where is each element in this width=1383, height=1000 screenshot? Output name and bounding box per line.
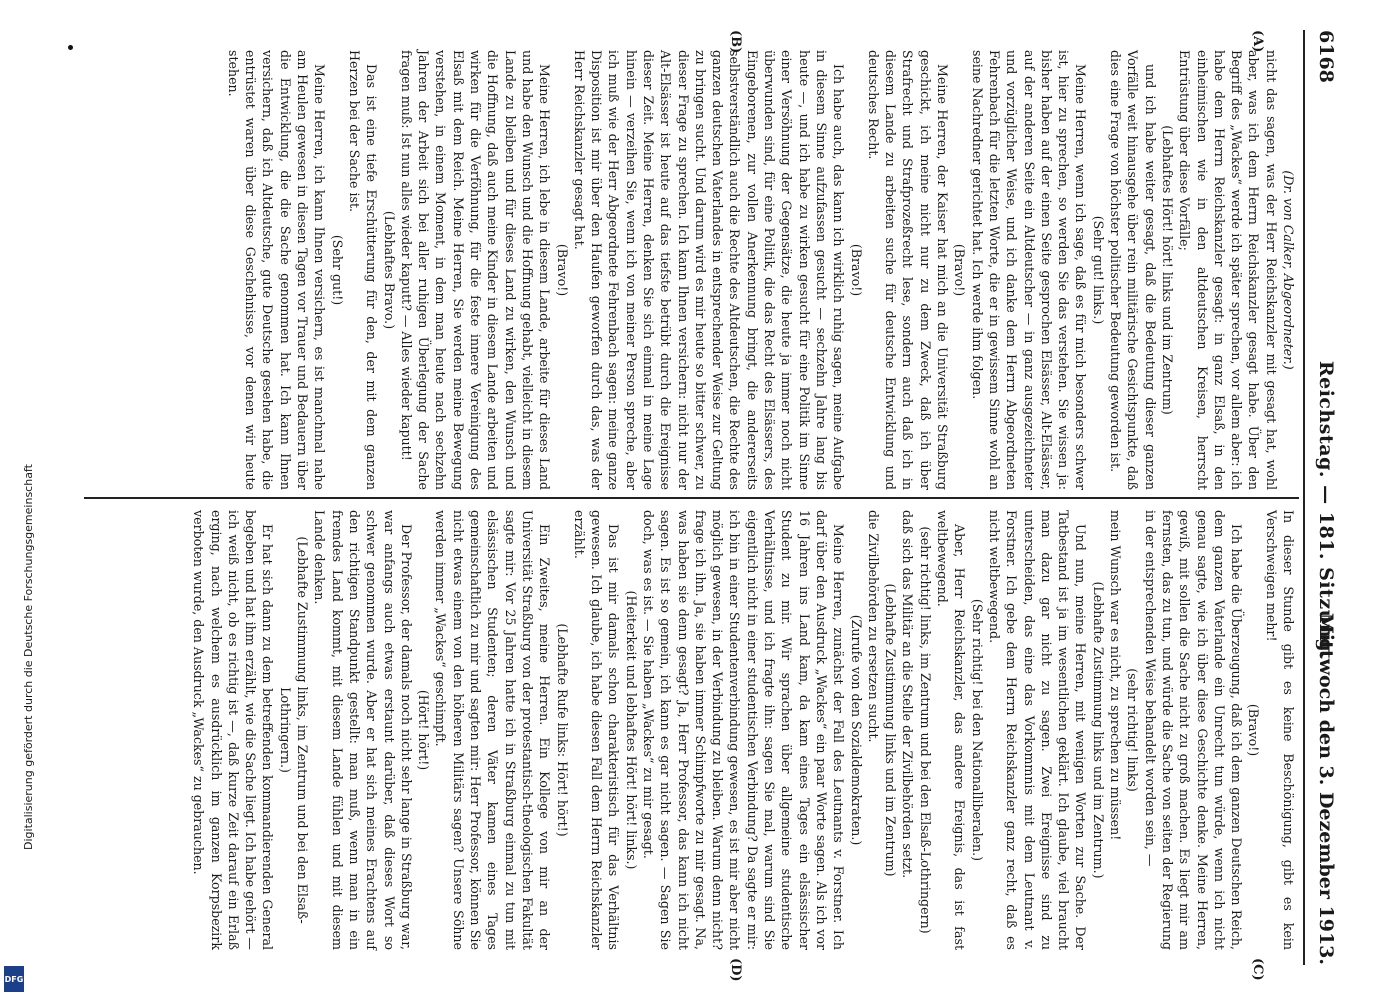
interjection: (Lebhafte Rufe links: Hört! hört!) — [554, 623, 570, 837]
paragraph: daß sich das Militär an die Stelle der Zivilbehörden setzt. — [900, 510, 916, 879]
speaker-continuation: (Dr. von Calker, Abgeordneter.) — [1281, 170, 1296, 370]
interjection: (Lebhaftes Hört! hört! links und im Zentrum) — [1159, 125, 1175, 415]
page-number: 6168 — [1315, 30, 1337, 83]
paragraph: mein Wunsch war es nicht, zu sprechen zu müssen! — [1108, 510, 1124, 841]
paragraph: Ich habe die Überzeugung, daß ich dem ganzen Deutschen Reich, dem ganzen Vaterlande ein Unrecht tun würde, wenn ich nicht genau sagte, wie ich über diese Geschichte denke. Meine Herren, gewiß, mit sollen die Sache nicht zu groß machen. Es liegt mir am fernsten, das zu tun, und würde die Sache von seiten der Regierung in der entsprechenden Weise behandelt worden sein, — — [1142, 510, 1245, 950]
margin-mark-a: (A) — [1250, 30, 1265, 53]
interjection: (Sehr richtig! bei den Nationalliberalen.) — [969, 598, 985, 862]
interjection: (Lebhaftes Bravo.) — [381, 210, 397, 330]
interjection: (Zurufe von den Sozialdemokraten.) — [848, 614, 864, 846]
interjection: (Lebhafte Zustimmung links und im Zentrum) — [883, 583, 899, 877]
interjection: (Bravo!) — [848, 243, 864, 297]
paragraph: Ein Zweites, meine Herren. Ein Kollege von mir an der Universität Straßburg von der protestantisch-theologischen Fakultät sagte mir: Vor 25 Jahren hatte ich in Straßburg einmal zu tun mit elsässischen Studenten; deren Väter kamen eines Tages gemeinschaftlich zu mir und sagten mir: Herr Professor, können Sie nicht etwas einem von den höheren Militärs sagen? Unsere Söhne werden immer „Wackes“ geschimpft. — [433, 510, 553, 950]
paragraph: Aber, Herr Reichskanzler, das andere Ereignis, das ist fast weltbewegend. — [935, 510, 968, 950]
interjection: (Bravo!) — [952, 243, 968, 297]
interjection: (Bravo!) — [1246, 703, 1262, 757]
paragraph: nicht das sagen, was der Herr Reichskanzler mit gesagt hat, wohl aber, was ich dem Herrn Reichskanzler gesagt habe. Über den Begriff des „Wackes“ werde ich später sprechen, vor allem aber: ich habe dem Herrn Reichskanzler gesagt: in ganz Elsaß, in den einheimischen wie in den altdeutschen Kreisen, herrscht Entrüstung über diese Vorfälle; — [1177, 50, 1279, 490]
paragraph: Das ist mir damals schon charakteristisch für das Verhältnis gewesen. Ich glaube, ich habe diesen Fall dem Herrn Reichskanzler erzählt. — [571, 510, 622, 950]
left-column — [225, 50, 1297, 490]
paragraph: Meine Herren, wenn ich sage, daß es für mich besonders schwer ist, hier zu sprechen, so werden Sie das verstehen. Sie wissen ja: bisher haben auf der einen Seite gesprochen Elsässer, Alt-Elsässer, auf der anderen Seite ein Altdeutscher — in ganz ausgezeichneter und vorzüglicher Weise, und ich danke dem Herrn Abgeordneten Fehrenbach für die letzten Worte, die er in gewissem Sinne wohl an seine Nachredner gerichtet hat. Ich werde ihm folgen. — [969, 50, 1089, 490]
interjection: (Lebhafte Zustimmung links und im Zentrum.) — [1090, 581, 1106, 879]
paragraph: Meine Herren, zunächst der Fall des Leutnants v. Forstner. Ich darf über den Ausdruck „Wackes“ ein paar Worte sagen. Als ich vor 16 Jahren ins Land kam, da kam eines Tages ein elsässischer Student zu mir. Wir sprachen über allgemeine studentische Verhältnisse, und ich fragte ihn: sagen Sie mal, warum sind Sie eigentlich nicht in einer studentischen Verbindung? Da sagte er mir: ich bin in einer Studentenverbindung gewesen, es ist mir aber nicht möglich gewesen, in der Verbindung zu bleiben. Warum denn nicht? frage ich ihn. Ja, sie haben immer Schimpfworte zu mir gesagt. Na, was haben sie denn gesagt? Ja, Herr Professor, das kann ich nicht sagen. Es ist so gemein, ich kann es gar nicht sagen. — Sagen Sie doch, was es ist. — Sie haben „Wackes“ zu mir gesagt. — [641, 510, 847, 950]
paragraph: die Zivilbehörden zu ersetzen sucht. — [865, 510, 881, 743]
paragraph: Das ist eine tiefe Erschütterung für den, der mit dem ganzen Herzen bei der Sache ist. — [346, 50, 380, 490]
interjection: (Sehr gut! links.) — [1090, 215, 1106, 325]
page-header — [1301, 30, 1337, 965]
paragraph: Und nun, meine Herren, mit wenigen Worten zur Sache. Der Tatbestand ist ja im wesentlichen geklärt. Ich glaube, viel braucht man dazu gar nicht zu sagen. Zwei Ereignisse sind zu unterscheiden, das eine das Vorkommnis mit dem Leutnant v. Forstner. Ich gebe dem Herrn Reichskanzler ganz recht, daß es nicht weltbewegend. — [986, 510, 1089, 950]
paragraph: Meine Herren, der Kaiser hat mich an die Universität Straßburg geschickt, ich meine nicht nur zu dem Zweck, daß ich über Strafrecht und Strafprozeßrecht lese, sondern auch daß ich in diesem Lande zu arbeiten suche für deutsche Entwicklung und deutsches Recht. — [865, 50, 951, 490]
interjection: (Bravo!) — [554, 243, 570, 297]
header-rule — [1303, 30, 1305, 965]
paragraph: Der Professor, der damals noch nicht sehr lange in Straßburg war, war anfangs auch etwas erstaunt darüber, daß dieses Wort so schwer genommen wurde. Aber er hat sich meines Erachtens auf den richtigen Standpunkt gestellt: man muß, wenn man in ein fremdes Land kommt, mit diesem Lande fühlen und mit diesem Lande denken. — [312, 510, 414, 950]
interjection: (sehr richtig! links, im Zentrum und bei den Elsaß-Lothringern) — [917, 526, 933, 934]
margin-mark-c: (C) — [1250, 958, 1265, 981]
interjection: (sehr richtig! links) — [1125, 668, 1141, 792]
session-date: Mittwoch den 3. Dezember 1913. — [1315, 612, 1337, 965]
paragraph: Ich habe auch, das kann ich wirklich ruhig sagen, meine Aufgabe in diesem Sinne aufzufassen gesucht — sechzehn Jahre lang bis heute —, und ich habe zu wirken gesucht für eine Politik im Sinne einer Versöhnung der Gegensätze, die heute ja immer noch nicht überwunden sind, für eine Politik, die das Recht des Elsässers, des Eingeborenen, zur vollen Anerkennung bringt, die andererseits selbstverständlich auch die Rechte des Altdeutschen, die Rechte des ganzen deutschen Vaterlandes in entsprechender Weise zur Geltung zu bringen sucht. Und darum wird es mir heute so bitter schwer, zu dieser Frage zu sprechen. Ich kann Ihnen versichern: nicht nur der Alt-Elsässer ist heute auf das tiefste betrübt durch die Ereignisse dieser Zeit. Meine Herren, denken Sie sich einmal in meine Lage hinein — verzeihen Sie, wenn ich von meiner Person spreche, aber ich muß wie der Herr Abgeordnete Fehrenbach sagen: meine ganze Disposition ist mir über den Haufen geworfen durch das, was der Herr Reichskanzler gesagt hat. — [571, 50, 847, 490]
digitization-credit: Digitalisierung gefördert durch die Deutsche Forschungsgemeinschaft — [22, 464, 35, 850]
dfg-logo: DFG — [4, 966, 24, 992]
paragraph: und ich habe weiter gesagt, daß die Bedeutung dieser ganzen Vorfälle weit hinausgehe über rein militärische Gesichtspunkte, daß dies eine Frage von höchster politischer Bedeutung geworden ist. — [1108, 50, 1158, 490]
paragraph: Meine Herren, ich lebe in diesem Lande, arbeite für dieses Land und habe den Wunsch und die Hoffnung gehabt, vielleicht in diesem Lande zu bleiben und für dieses Land zu wirken, den Wunsch und die Hoffnung, daß auch meine Kinder in diesem Lande arbeiten und wirken für die Verföhnung, für die feste innere Vereinigung des Elsaß mit dem Reich. Meine Herren, Sie werden meine Bewegung verstehen, in einem Moment, in dem man heute nach sechzehn Jahren der Arbeit sich bei aller ruhigen Überlegung der Sache fragen muß: Ist nun alles wieder kaputt? — Alles wieder kaputt! — [398, 50, 553, 490]
right-column — [190, 510, 1297, 950]
margin-mark-d: (D) — [728, 958, 743, 982]
paragraph: Er hat sich dann zu dem betreffenden kommandierenden General begeben und hat ihm erzählt, wie die Sache liegt. Ich habe gehört — ich weiß nicht, ob es richtig ist —, daß kurze Zeit darauf ein Erlaß erging, nach welchem es ausdrücklich im ganzen Korpsbezirk verboten wurde, den Ausdruck „Wackes“ zu gebrauchen. — [191, 510, 276, 950]
session-title: Reichstag. — 181. Sitzung. — [1315, 360, 1337, 660]
paragraph: Meine Herren, ich kann Ihnen versichern, es ist manchmal nahe am Heulen gewesen in diesen Tagen vor Trauer und Bedauern über die Entwicklung, die die Sache genommen hat. Ich kann Ihnen versichern, daß ich Altdeutsche, gute Deutsche gesehen habe, die entrüstet waren über diese Geschehnisse, vor denen wir heute stehen. — [225, 50, 328, 490]
margin-mark-b: (B) — [728, 30, 743, 54]
interjection: (Lebhafte Zustimmung links, im Zentrum und bei den Elsaß-Lothringern.) — [277, 536, 311, 924]
paragraph: In dieser Stunde gibt es keine Beschönigung, gibt es kein Verschweigen mehr! — [1263, 510, 1296, 950]
interjection: (Heiterkeit und lebhaftes Hört! hört! links.) — [623, 590, 639, 870]
interjection: (Hört! hört!) — [416, 689, 432, 771]
column-divider — [84, 497, 1299, 499]
interjection: (Sehr gut!) — [329, 234, 345, 306]
print-speck — [68, 45, 73, 50]
